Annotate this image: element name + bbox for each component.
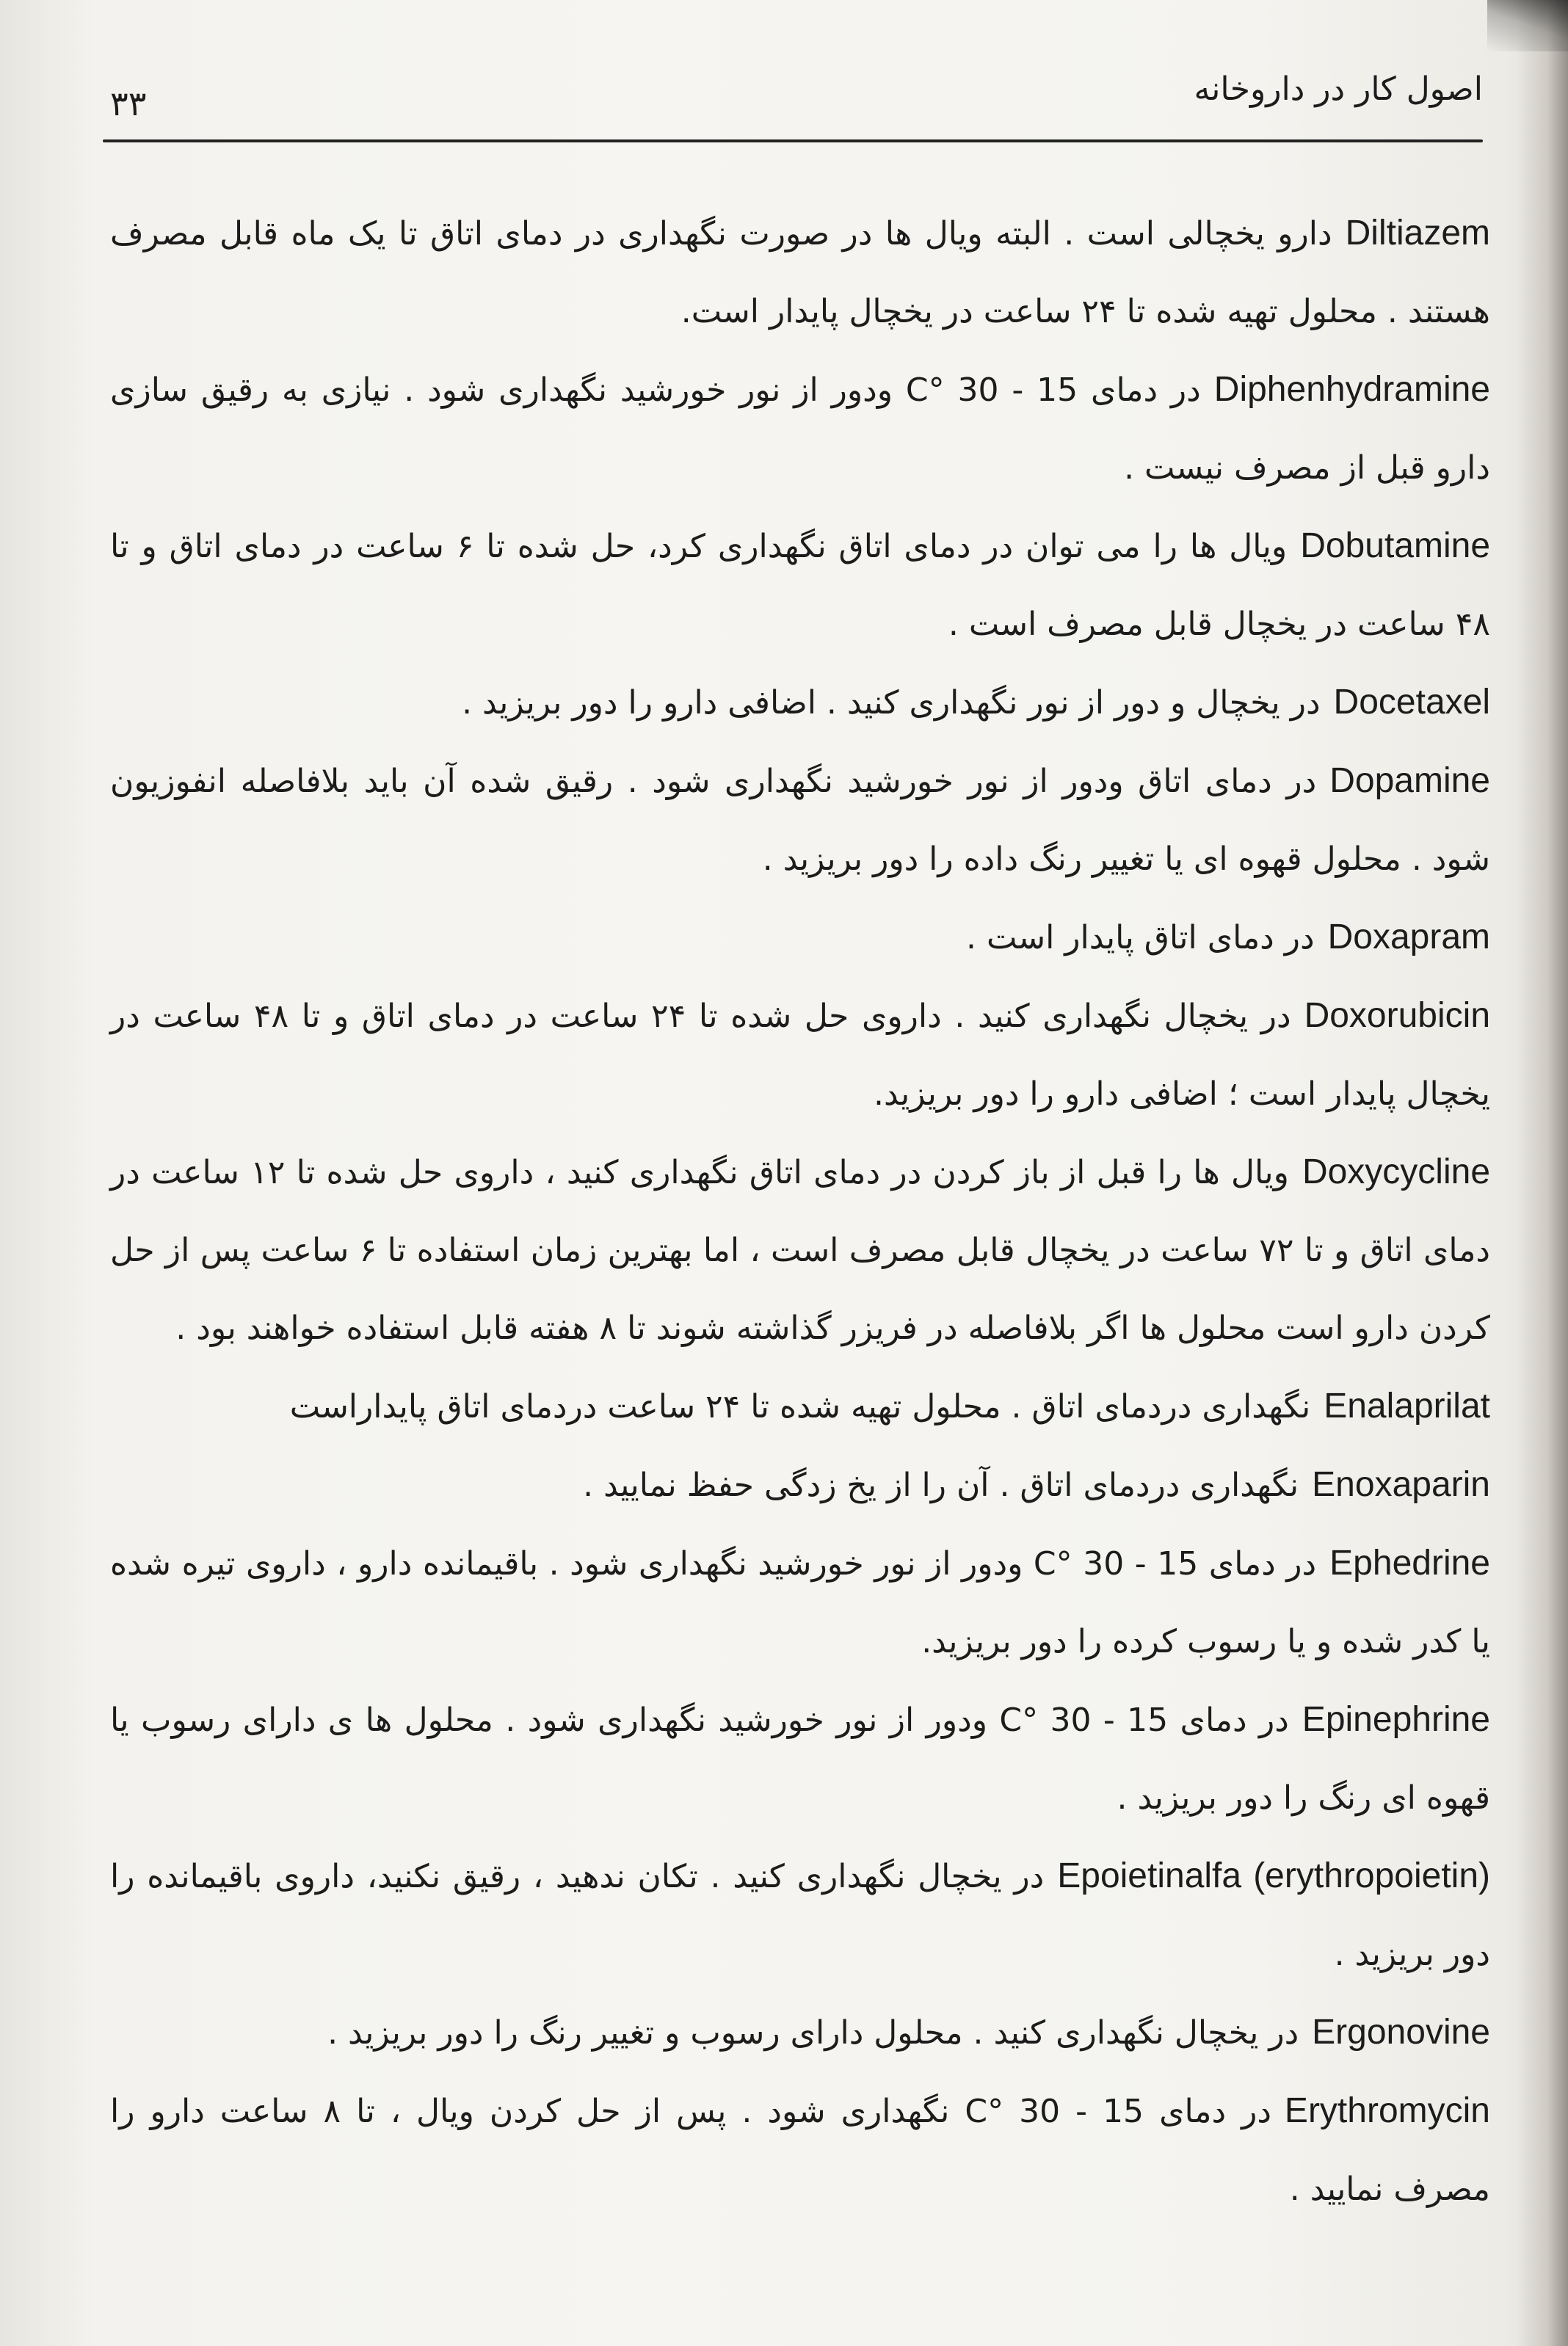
drug-note: نگهداری دردمای اتاق . محلول تهیه شده تا ۲۴ ساعت دردمای اتاق پایداراست <box>289 1388 1311 1426</box>
drug-entry-enalaprilat <box>110 1368 1490 1446</box>
drug-entry-doxycycline <box>110 1133 1490 1368</box>
drug-entry-doxapram <box>110 898 1490 977</box>
drug-note: در دمای 15 - 30 °C ودور از نور خورشید نگهداری شود . نیازی به رقیق سازی دارو قبل از مصرف نیست . <box>110 371 1490 487</box>
page-number: ۳۳ <box>110 84 147 123</box>
page-edge-shadow <box>1517 0 1568 2346</box>
drug-entry-diphenhydramine <box>110 351 1490 507</box>
drug-name: Erythromycin <box>1284 2091 1490 2130</box>
header-rule <box>103 139 1483 142</box>
drug-note: نگهداری دردمای اتاق . آن را از یخ زدگی حفظ نمایید . <box>583 1467 1299 1504</box>
drug-note: در یخچال و دور از نور نگهداری کنید . اضافی دارو را دور بریزید . <box>462 684 1321 722</box>
running-title: اصول کار در داروخانه <box>1194 70 1483 108</box>
page-header <box>103 59 1483 139</box>
drug-entry-erythromycin <box>110 2072 1490 2229</box>
page-corner-shadow <box>1487 0 1568 51</box>
drug-name: Enoxaparin <box>1312 1465 1490 1504</box>
drug-entry-dopamine <box>110 742 1490 898</box>
drug-entry-epinephrine <box>110 1681 1490 1837</box>
drug-note: ویال ها را می توان در دمای اتاق نگهداری کرد، حل شده تا ۶ ساعت در دمای اتاق و تا ۴۸ ساعت در یخچال قابل مصرف است . <box>110 528 1490 643</box>
drug-entry-enoxaparin <box>110 1446 1490 1525</box>
drug-entry-ephedrine <box>110 1525 1490 1681</box>
drug-note: در یخچال نگهداری کنید . تکان ندهید ، رقیق نکنید، داروی باقیمانده را دور بریزید . <box>110 1858 1490 1973</box>
drug-name: Diphenhydramine <box>1213 370 1490 409</box>
drug-name: Docetaxel <box>1333 683 1490 722</box>
drug-note: در دمای اتاق ودور از نور خورشید نگهداری شود . رقیق شده آن باید بلافاصله انفوزیون شود . محلول قهوه ای یا تغییر رنگ داده را دور بریزید . <box>110 763 1490 878</box>
drug-name: Epoietinalfa (erythropoietin) <box>1057 1856 1490 1895</box>
drug-name: Epinephrine <box>1302 1700 1490 1739</box>
drug-entry-ergonovine <box>110 1994 1490 2072</box>
drug-note: در یخچال نگهداری کنید . محلول دارای رسوب و تغییر رنگ را دور بریزید . <box>327 2014 1299 2052</box>
drug-entry-docetaxel <box>110 664 1490 742</box>
drug-note: دارو یخچالی است . البته ویال ها در صورت نگهداری در دمای اتاق تا یک ماه قابل مصرف هستند . محلول تهیه شده تا ۲۴ ساعت در یخچال پایدار است. <box>110 215 1490 330</box>
drug-name: Ephedrine <box>1329 1544 1490 1583</box>
drug-entry-dobutamine <box>110 507 1490 664</box>
page-body <box>110 195 1490 2229</box>
drug-entry-doxorubicin <box>110 977 1490 1133</box>
drug-name: Ergonovine <box>1312 2013 1490 2052</box>
drug-name: Doxapram <box>1327 918 1490 956</box>
drug-note: در یخچال نگهداری کنید . داروی حل شده تا ۲۴ ساعت در دمای اتاق و تا ۴۸ ساعت در یخچال پایدار است ؛ اضافی دارو را دور بریزید. <box>110 998 1490 1113</box>
drug-name: Dopamine <box>1329 761 1490 800</box>
drug-note: در دمای اتاق پایدار است . <box>966 919 1315 956</box>
drug-note: ویال ها را قبل از باز کردن در دمای اتاق نگهداری کنید ، داروی حل شده تا ۱۲ ساعت در دمای اتاق و تا ۷۲ ساعت در یخچال قابل مصرف است ، اما بهترین زمان استفاده تا ۶ ساعت پس از حل کردن دارو است محلول ها اگر بلافاصله در فریزر گذاشته شوند تا ۸ هفته قابل استفاده خواهند بود . <box>110 1154 1490 1347</box>
drug-name: Diltiazem <box>1345 214 1490 253</box>
drug-note: در دمای 15 - 30 °C ودور از نور خورشید نگهداری شود . محلول ها ی دارای رسوب یا قهوه ای رنگ را دور بریزید . <box>110 1702 1490 1817</box>
drug-name: Dobutamine <box>1300 526 1491 565</box>
drug-note: در دمای 15 - 30 °C ودور از نور خورشید نگهداری شود . باقیمانده دارو ، داروی تیره شده یا کدر شده و یا رسوب کرده را دور بریزید. <box>110 1545 1490 1660</box>
drug-name: Doxycycline <box>1302 1152 1491 1191</box>
drug-entry-diltiazem <box>110 195 1490 351</box>
drug-name: Doxorubicin <box>1304 996 1491 1035</box>
drug-note: در دمای 15 - 30 °C نگهداری شود . پس از حل کردن ویال ، تا ۸ ساعت دارو را مصرف نمایید . <box>110 2093 1490 2208</box>
drug-entry-epoietinalfa <box>110 1837 1490 1994</box>
drug-name: Enalaprilat <box>1324 1387 1490 1426</box>
